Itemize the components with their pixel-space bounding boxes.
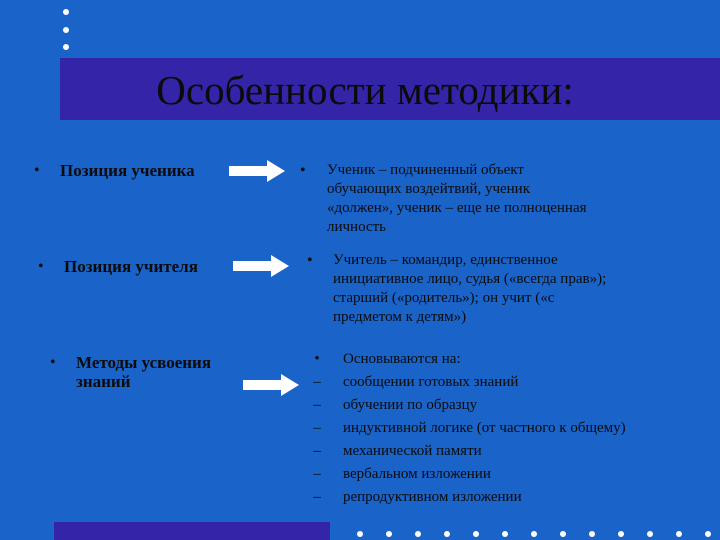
text-line: инициативное лицо, судья («всегда прав»); [333, 271, 607, 287]
decor-dot [676, 531, 682, 537]
teacher-position-description [333, 251, 606, 327]
decor-dot [502, 531, 508, 537]
text-line: Методы усвоения [76, 353, 212, 372]
text-line: знаний [76, 372, 131, 391]
decor-dot [386, 531, 392, 537]
bottom-band [54, 522, 330, 540]
bullet-icon: • [34, 162, 40, 179]
decor-dot [444, 531, 450, 537]
dash-icon: – [313, 489, 321, 505]
text-line: предметом к детям») [333, 309, 467, 325]
list-item-text: обучении по образцу [343, 397, 478, 413]
teacher-position-label: Позиция учителя [64, 257, 198, 276]
bullet-icon: • [50, 354, 56, 371]
bullet-icon: • [314, 351, 320, 367]
arrow-right-icon [233, 255, 289, 277]
text-line: Учитель – командир, единственное [333, 252, 558, 268]
text-line: Ученик – подчиненный объект [327, 162, 524, 178]
decor-dot [415, 531, 421, 537]
student-position-label: Позиция ученика [60, 161, 195, 180]
bullet-icon: • [307, 252, 313, 269]
list-heading: Основываются на: [343, 351, 461, 367]
text-line: личность [327, 219, 387, 235]
decor-dot [618, 531, 624, 537]
decor-dot [647, 531, 653, 537]
dash-icon: – [313, 397, 321, 413]
decor-dot [63, 44, 69, 50]
decor-dot [705, 531, 711, 537]
text-line: «должен», ученик – еще не полноценная [327, 200, 587, 216]
dash-icon: – [313, 466, 321, 482]
decor-dot [531, 531, 537, 537]
bullet-icon: • [300, 162, 306, 179]
dash-icon: – [313, 420, 321, 436]
arrow-right-icon [229, 160, 285, 182]
list-item-text: механической памяти [343, 443, 482, 459]
decor-dot [357, 531, 363, 537]
dash-icon: – [313, 443, 321, 459]
list-item-text: репродуктивном изложении [343, 489, 522, 505]
list-item-text: сообщении готовых знаний [343, 374, 519, 390]
decor-dot [63, 27, 69, 33]
list-item-text: индуктивной логике (от частного к общему) [343, 420, 626, 436]
slide-title: Особенности методики: [156, 67, 574, 113]
dash-icon: – [313, 374, 321, 390]
list-item-text: вербальном изложении [343, 466, 491, 482]
text-line: старший («родитель»); он учит («с [333, 290, 555, 306]
decor-dot [589, 531, 595, 537]
student-position-description [327, 161, 587, 237]
bullet-icon: • [38, 258, 44, 275]
decor-dot [473, 531, 479, 537]
decor-dot [560, 531, 566, 537]
decor-dot [63, 9, 69, 15]
arrow-right-icon [243, 374, 299, 396]
text-line: обучающих воздейтвий, ученик [327, 181, 530, 197]
learning-methods-label [76, 353, 211, 391]
